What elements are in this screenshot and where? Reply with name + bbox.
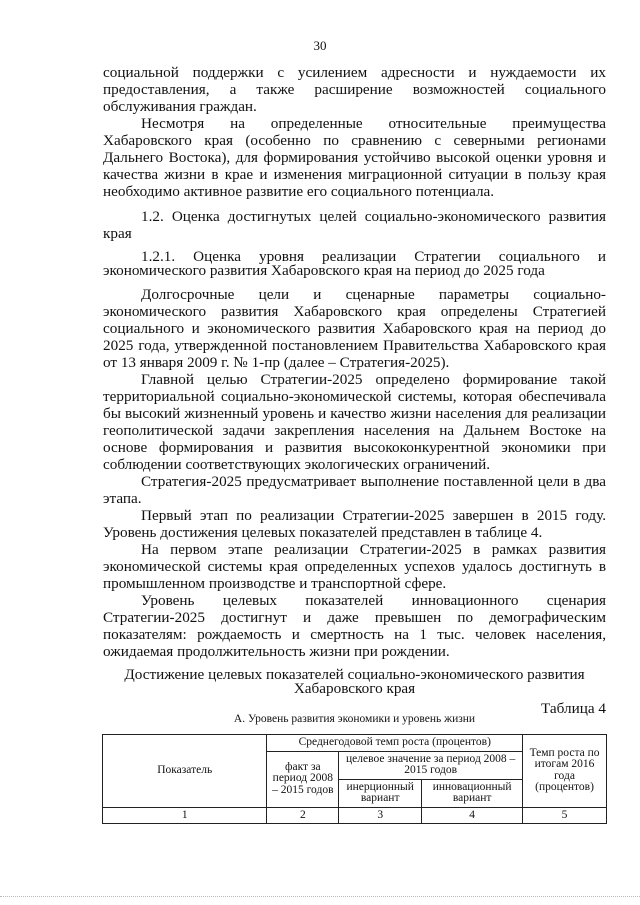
paragraph-3: Долгосрочные цели и сценарные параметры социально-экономического развития Хабаровского края определены Стратегией социального и экономического развития Хабаровского края на период до 2025 года, утвержденной постановлением Правительства Хабаровского края от 13 января 2009 г. № 1-пр (далее – Стратегия-2025). bbox=[103, 286, 606, 371]
header-fact: факт за период 2008 – 2015 годов bbox=[267, 751, 339, 807]
paragraph-2: Несмотря на определенные относительные преимущества Хабаровского края (особенно по сравнению с северными регионами Дальнего Востока), для формирования устойчиво высокой оценки уровня и качества жизни в крае и изменения миграционной ситуации в пользу края необходимо активное развитие его социального потенциала. bbox=[103, 115, 606, 200]
header-growth-2016: Темп роста по итогам 2016 года (процентов) bbox=[523, 735, 607, 808]
table-title: Достижение целевых показателей социально-экономического развития Хабаровского края bbox=[124, 666, 585, 697]
column-number: 3 bbox=[339, 807, 422, 824]
header-innovative: инновационный вариант bbox=[422, 779, 523, 807]
table-subtitle: А. Уровень развития экономики и уровень жизни bbox=[233, 713, 476, 725]
column-number: 4 bbox=[422, 807, 523, 824]
section-heading: 1.2. Оценка достигнутых целей социально-экономического развития края bbox=[103, 208, 606, 242]
header-avg-growth: Среднегодовой темп роста (процентов) bbox=[267, 735, 523, 752]
indicators-table bbox=[102, 734, 607, 824]
page-number: 30 bbox=[313, 38, 327, 53]
document-body bbox=[103, 64, 606, 660]
column-number: 5 bbox=[523, 807, 607, 824]
paragraph-8: Уровень целевых показателей инновационного сценария Стратегии-2025 достигнут и даже превышен по демографическим показателям: рождаемость и смертность на 1 тыс. человек населения, ожидаемая продолжительность жизни при рождении. bbox=[103, 592, 606, 660]
header-inertial: инерционный вариант bbox=[339, 779, 422, 807]
paragraph-1: социальной поддержки с усилением адресности и нуждаемости их предоставления, а также расширение возможностей социального обслуживания граждан. bbox=[103, 64, 606, 115]
header-target: целевое значение за период 2008 – 2015 годов bbox=[339, 751, 523, 779]
paragraph-4: Главной целью Стратегии-2025 определено формирование такой территориальной социально-экономической системы, которая обеспечивала бы высокий жизненный уровень и качество жизни населения для реализации геополитической задачи закрепления населения на Дальнем Востоке на основе формирования и развития высококонкурентной экономики при соблюдении соответствующих экологических ограничений. bbox=[103, 371, 606, 473]
subsection-heading: 1.2.1. Оценка уровня реализации Стратегии социального и экономического развития Хабаровского края на период до 2025 года bbox=[103, 248, 606, 279]
paragraph-7: На первом этапе реализации Стратегии-2025 в рамках развития экономической системы края определенных успехов удалось достигнуть в промышленном производстве и транспортной сфере. bbox=[103, 541, 606, 592]
table-label: Таблица 4 bbox=[541, 700, 606, 717]
scan-artifact-line bbox=[0, 896, 640, 899]
paragraph-6: Первый этап по реализации Стратегии-2025 завершен в 2015 году. Уровень достижения целевых показателей представлен в таблице 4. bbox=[103, 507, 606, 541]
header-indicator: Показатель bbox=[103, 735, 267, 808]
column-number: 2 bbox=[267, 807, 339, 824]
paragraph-5: Стратегия-2025 предусматривает выполнение поставленной цели в два этапа. bbox=[103, 473, 606, 507]
column-number: 1 bbox=[103, 807, 267, 824]
table-row bbox=[103, 807, 607, 824]
